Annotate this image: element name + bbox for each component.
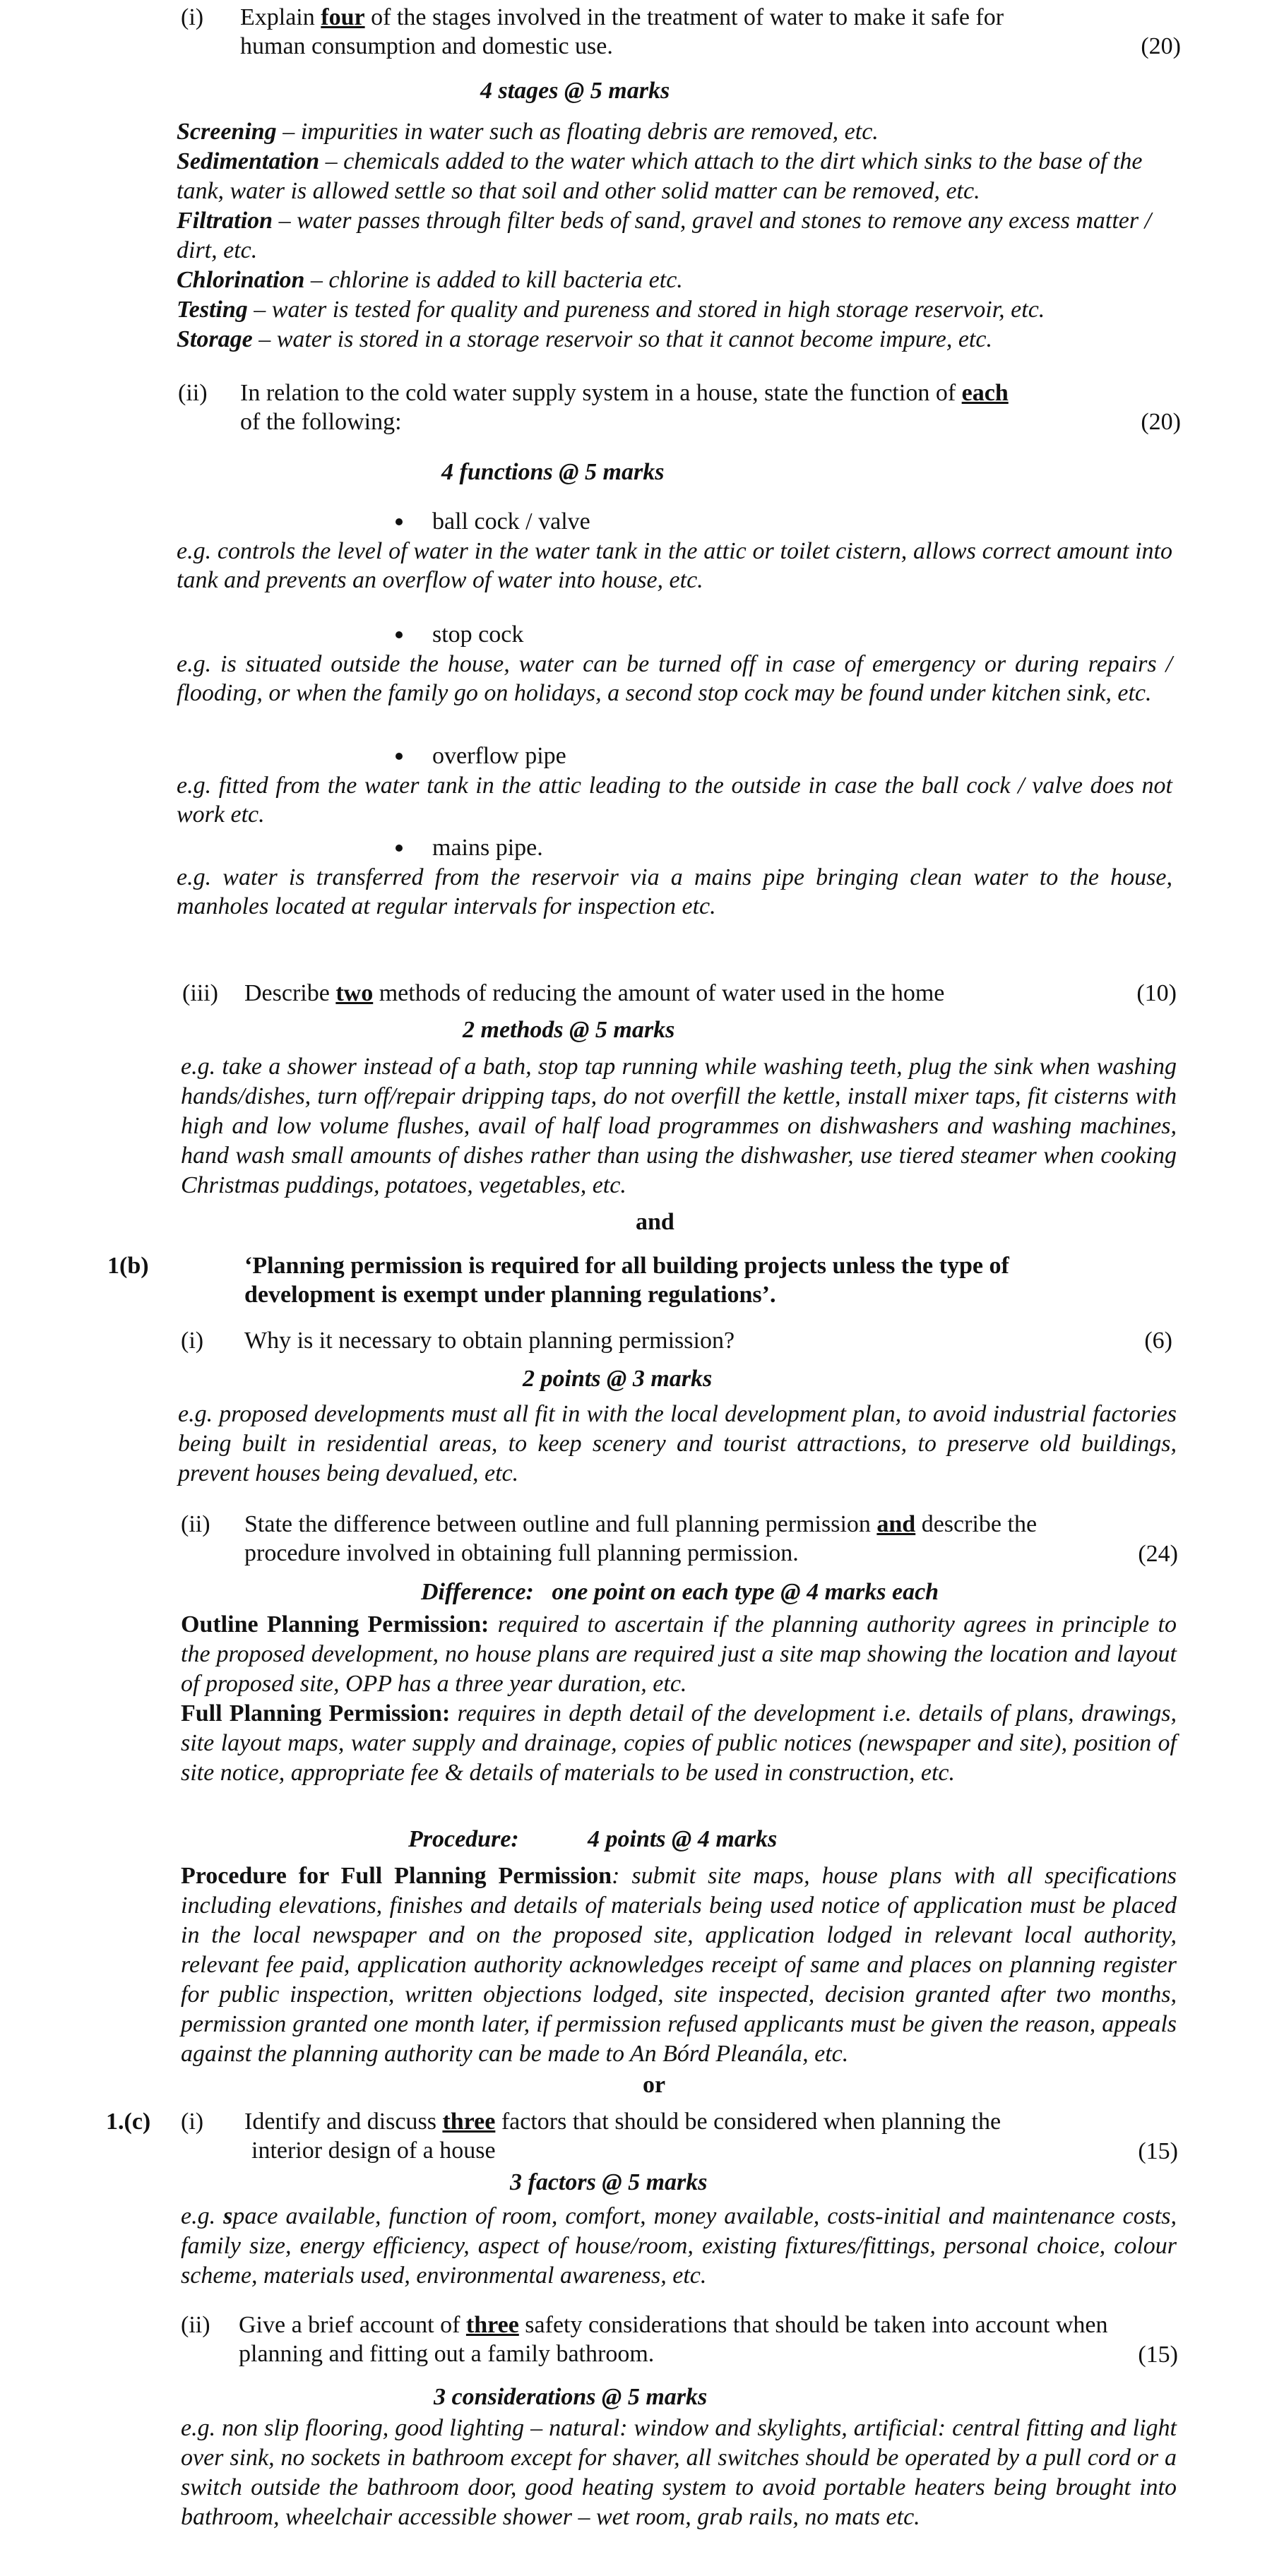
stage-term: Chlorination (177, 267, 305, 293)
b-ii-question (244, 1510, 1127, 1568)
b-i-number: (i) (181, 1328, 204, 1354)
a-ii-q-line2: of the following: (240, 409, 402, 435)
stage-term: Filtration (177, 208, 273, 234)
a-i-stage (177, 295, 1179, 325)
a-iii-q-post: methods of reducing the amount of water used in the home (373, 980, 945, 1006)
b-quote-line1: ‘Planning permission is required for all building projects unless the type of (244, 1253, 1009, 1279)
b-i-marks: (6) (1144, 1328, 1172, 1354)
b-ii-outline-pp (181, 1610, 1177, 1699)
stage-desc: – chlorine is added to kill bacteria etc. (304, 267, 683, 293)
c-i-ex-body: pace available, function of room, comfort, money available, costs-initial and maintenance costs, family size, energy efficiency, aspect of house/room, existing fixtures/fittings, personal choice, colour scheme, materials used, environmental awareness, etc. (181, 2203, 1177, 2289)
a-ii-item-name: overflow pipe (432, 743, 566, 769)
stage-desc: – water passes through filter beds of sand, gravel and stones to remove any excess matter / dirt, etc. (177, 208, 1152, 263)
stage-desc: – water is tested for quality and pureness and stored in high storage reservoir, etc. (247, 297, 1045, 323)
b-i-example: e.g. proposed developments must all fit in with the local development plan, to avoid industrial factories being built in residential areas, to keep scenery and tourist attractions, to preserve old buildings, prevent houses being devalued, etc. (178, 1401, 1177, 1486)
a-ii-item-example: e.g. water is transferred from the reservoir via a mains pipe bringing clean water to the house, manholes located at regular intervals for inspection etc. (177, 864, 1172, 919)
c-i-example (181, 2202, 1177, 2291)
a-iii-scheme: 2 methods @ 5 marks (463, 1017, 675, 1043)
stage-desc: – chemicals added to the water which attach to the dirt which sinks to the base of the tank, water is allowed settle so that soil and other solid matter can be removed, etc. (177, 148, 1143, 204)
c-ii-q-pre: Give a brief account of (239, 2312, 466, 2338)
c-ii-question (239, 2310, 1185, 2368)
c-i-q-post: factors that should be considered when planning the (495, 2109, 1001, 2135)
a-ii-item-name: mains pipe. (432, 835, 543, 861)
c-ii-number: (ii) (181, 2312, 210, 2338)
a-i-stage (177, 206, 1179, 266)
c-i-q-emphasis: three (442, 2109, 496, 2135)
stage-desc: – water is stored in a storage reservoir so that it cannot become impure, etc. (252, 326, 992, 352)
c-i-question (244, 2107, 1127, 2165)
b-label: 1(b) (107, 1253, 149, 1279)
b-ii-q-emphasis: and (876, 1511, 916, 1537)
proc-term: Procedure for Full Planning Permission (181, 1863, 612, 1889)
fpp-desc: requires in depth detail of the development i.e. details of plans, drawings, site layout maps, water supply and drainage, copies of public notices (newspaper and site), position of site notice, appropriate fee & details of materials to be used in construction, etc. (181, 1700, 1177, 1786)
b-quote (244, 1251, 1163, 1309)
a-i-q-post: of the stages involved in the treatment of water to make it safe for (364, 4, 1004, 30)
c-i-ex-pre: e.g. (181, 2203, 224, 2229)
c-label: 1.(c) (106, 2109, 151, 2135)
proc-desc: : submit site maps, house plans with all specifications including elevations, finishes and details of materials being used notice of application must be placed in the local newspaper and on the proposed site, application lodged in relevant local authority, relevant fee paid, application authority acknowledges receipt of same and places on planning register for public inspection, written objections lodged, site inspected, decision granted after two months, permission granted one month later, if permission refused applicants must be given the reason, appeals against the planning authority can be made to An Bórd Pleanála, etc. (181, 1863, 1177, 2067)
stage-desc: – impurities in water such as floating debris are removed, etc. (276, 119, 879, 145)
a-ii-item-name: ball cock / valve (432, 508, 590, 535)
fpp-term: Full Planning Permission: (181, 1700, 451, 1727)
bullet-icon (396, 631, 403, 638)
bullet-icon (396, 753, 403, 760)
stage-term: Storage (177, 326, 253, 352)
a-ii-item-example: e.g. is situated outside the house, water can be turned off in case of emergency or during repairs / flooding, or when the family go on holidays, a second stop cock may be found under kitchen sink, etc. (177, 651, 1172, 706)
a-i-stage (177, 147, 1179, 206)
b-ii-marks: (24) (1138, 1541, 1178, 1567)
c-ii-scheme: 3 considerations @ 5 marks (434, 2384, 708, 2410)
c-i-q-line2: interior design of a house (251, 2137, 496, 2164)
c-ii-q-emphasis: three (465, 2312, 519, 2338)
c-i-q-pre: Identify and discuss (244, 2109, 443, 2135)
a-iii-number: (iii) (182, 980, 218, 1006)
b-ii-q-line2: procedure involved in obtaining full planning permission. (244, 1540, 799, 1566)
a-i-q-pre: Explain (240, 4, 321, 30)
a-iii-q-emphasis: two (335, 980, 374, 1006)
b-ii-scheme-procedure-label: Procedure: (408, 1826, 519, 1852)
c-ii-example: e.g. non slip flooring, good lighting – natural: window and skylights, artificial: central fitting and light over sink, no sockets in bathroom except for shaver, all switches should be operated by a pull cord or a switch outside the bathroom door, good heating system to avoid portable heaters being brought into bathroom, wheelchair accessible shower – wet room, grab rails, no mats etc. (181, 2415, 1177, 2530)
c-i-ex-s: s (223, 2203, 233, 2229)
a-i-stages-list (177, 117, 1179, 354)
a-ii-number: (ii) (178, 380, 208, 406)
a-i-stage (177, 325, 1179, 354)
a-ii-question (240, 378, 1123, 436)
a-i-stage (177, 117, 1179, 147)
stage-term: Sedimentation (177, 148, 320, 174)
a-iii-question (244, 979, 1092, 1008)
b-ii-scheme-difference: Difference: one point on each type @ 4 marks each (421, 1579, 939, 1605)
stage-term: Testing (177, 297, 248, 323)
b-i-question: Why is it necessary to obtain planning permission? (244, 1328, 735, 1354)
a-i-marks: (20) (1141, 33, 1181, 59)
a-iii-marks: (10) (1136, 980, 1177, 1006)
opp-term: Outline Planning Permission: (181, 1611, 489, 1638)
c-i-number: (i) (181, 2109, 204, 2135)
a-ii-q-pre: In relation to the cold water supply system in a house, state the function of (240, 380, 962, 406)
a-i-stage (177, 266, 1179, 295)
a-i-q-emphasis: four (321, 4, 365, 30)
a-i-q-line2: human consumption and domestic use. (240, 33, 613, 59)
a-ii-item-example: e.g. fitted from the water tank in the attic leading to the outside in case the ball cock / valve does not work etc. (177, 773, 1172, 828)
stage-term: Screening (177, 119, 277, 145)
b-i-scheme: 2 points @ 3 marks (523, 1366, 713, 1392)
b-ii-scheme-procedure-marks: 4 points @ 4 marks (588, 1826, 778, 1852)
a-ii-marks: (20) (1141, 409, 1181, 435)
bullet-icon (396, 845, 403, 852)
a-iii-example: e.g. take a shower instead of a bath, stop tap running while washing teeth, plug the sink when washing hands/dishes, turn off/repair dripping taps, do not overfill the kettle, install mixer taps, fit cisterns with high and low volume flushes, avail of half load programmes on dishwashers and washing machines, hand wash small amounts of dishes rather than using the dishwasher, use tiered steamer when cooking Christmas puddings, potatoes, vegetables, etc. (181, 1054, 1177, 1198)
c-ii-q-post: safety considerations that should be taken into account when (518, 2312, 1108, 2338)
b-quote-line2: development is exempt under planning regulations’. (244, 1282, 776, 1308)
or-separator: or (643, 2072, 666, 2098)
and-separator: and (636, 1209, 674, 1235)
b-ii-procedure (181, 1861, 1177, 2069)
bullet-icon (396, 518, 403, 525)
a-ii-item-name: stop cock (432, 621, 524, 648)
a-ii-q-emphasis: each (961, 380, 1009, 406)
b-ii-q-post: describe the (915, 1511, 1038, 1537)
a-i-question (240, 3, 1088, 61)
a-i-scheme: 4 stages @ 5 marks (480, 78, 670, 104)
b-ii-number: (ii) (181, 1511, 210, 1537)
opp-desc: required to ascertain if the planning authority agrees in principle to the proposed development, no house plans are required just a site map showing the location and layout of proposed site, OPP has a three year duration, etc. (181, 1611, 1177, 1697)
b-ii-full-pp (181, 1699, 1177, 1788)
a-ii-item-example: e.g. controls the level of water in the water tank in the attic or toilet cistern, allows correct amount into tank and prevents an overflow of water into house, etc. (177, 538, 1172, 593)
a-i-number: (i) (181, 4, 204, 30)
a-iii-q-pre: Describe (244, 980, 336, 1006)
b-ii-q-pre: State the difference between outline and full planning permission (244, 1511, 877, 1537)
a-ii-scheme: 4 functions @ 5 marks (441, 459, 665, 485)
c-ii-q-line2: planning and fitting out a family bathroom. (239, 2341, 655, 2367)
c-ii-marks: (15) (1138, 2342, 1178, 2368)
c-i-marks: (15) (1138, 2138, 1178, 2164)
c-i-scheme: 3 factors @ 5 marks (510, 2169, 708, 2195)
